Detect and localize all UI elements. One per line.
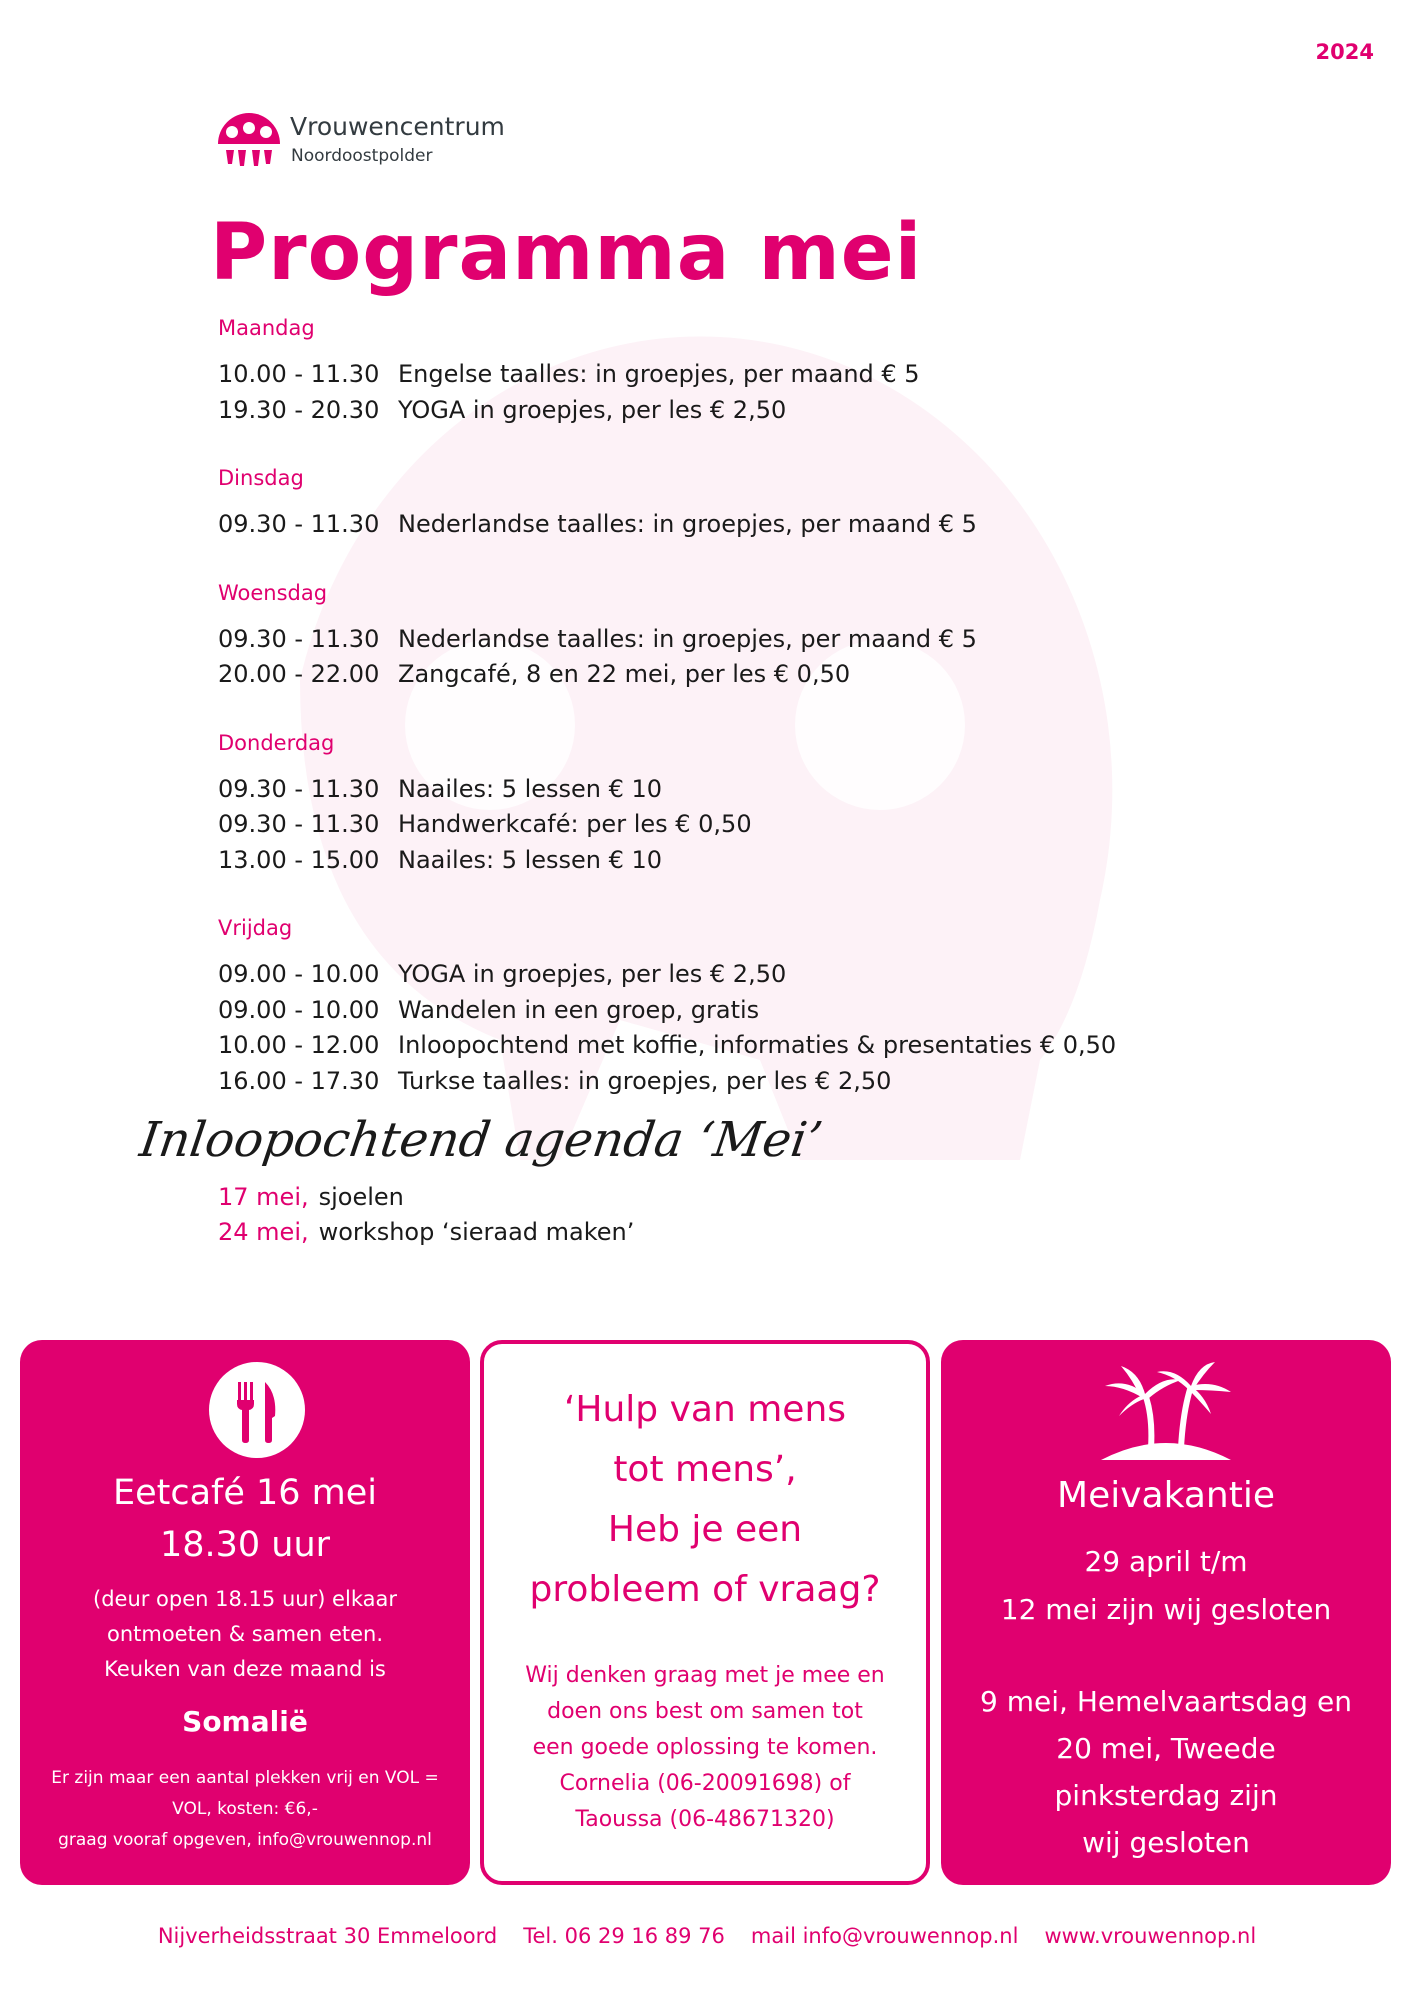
eetcafe-description-line: (deur open 18.15 uur) elkaar [93, 1587, 397, 1611]
hulp-contact-line: Taoussa (06-48671320) [575, 1807, 835, 1832]
hulp-description-line: een goede oplossing te komen. [532, 1735, 878, 1760]
hulp-title [484, 1380, 926, 1620]
logo-icon [216, 106, 282, 176]
schedule-row [218, 622, 1218, 658]
logo-subtitle: Noordoostpolder [291, 146, 433, 166]
year-label: 2024 [1315, 40, 1374, 64]
hulp-card [480, 1340, 930, 1885]
agenda-text: workshop ‘sieraad maken’ [318, 1218, 635, 1246]
day-donderdag [218, 731, 1218, 879]
day-name: Maandag [218, 316, 315, 340]
row-description: Naailes: 5 lessen € 10 [398, 774, 663, 803]
cutlery-icon [207, 1360, 307, 1460]
hulp-contact-line: Cornelia (06-20091698) of [559, 1771, 851, 1796]
row-description: Nederlandse taalles: in groepjes, per maand € 5 [398, 624, 977, 653]
day-woensdag [218, 581, 1218, 693]
eetcafe-note-line: Er zijn maar een aantal plekken vrij en VOL = [51, 1768, 439, 1788]
meivakantie-dates-line: 12 mei zijn wij gesloten [1000, 1593, 1332, 1626]
row-time: 09.00 - 10.00 [218, 960, 380, 988]
eetcafe-title [20, 1467, 470, 1571]
hulp-title-line: tot mens’, [613, 1449, 797, 1490]
meivakantie-card [941, 1340, 1391, 1885]
logo-name: Vrouwencentrum [290, 112, 505, 141]
row-description: Naailes: 5 lessen € 10 [398, 845, 663, 874]
agenda-list [218, 1180, 634, 1250]
schedule-row [218, 357, 1218, 393]
logo [216, 106, 516, 178]
hulp-description-line: Wij denken graag met je mee en [525, 1663, 885, 1688]
holidays-closed-line: pinksterdag zijn [1054, 1779, 1278, 1812]
schedule-row [218, 807, 1218, 843]
eetcafe-note-line: graag vooraf opgeven, info@vrouwennop.nl [58, 1830, 432, 1850]
day-name: Donderdag [218, 730, 335, 755]
row-time: 09.30 - 11.30 [218, 510, 380, 538]
page-title: Programma mei [210, 208, 923, 298]
agenda-date: 17 mei, [218, 1183, 309, 1211]
row-description: Wandelen in een groep, gratis [398, 995, 760, 1024]
footer-phone: Tel. 06 29 16 89 76 [523, 1924, 725, 1948]
meivakantie-title: Meivakantie [1057, 1475, 1275, 1516]
row-description: YOGA in groepjes, per les € 2,50 [398, 395, 787, 424]
eetcafe-note [20, 1763, 470, 1856]
agenda-text: sjoelen [318, 1183, 404, 1211]
row-time: 20.00 - 22.00 [218, 660, 380, 688]
row-time: 16.00 - 17.30 [218, 1066, 380, 1095]
holidays-closed-line: 20 mei, Tweede [1056, 1732, 1276, 1765]
eetcafe-country: Somalië [182, 1705, 308, 1738]
schedule-row [218, 1028, 1218, 1064]
hulp-title-line: probleem of vraag? [529, 1569, 881, 1610]
agenda-date: 24 mei, [218, 1218, 309, 1246]
hulp-title-line: ‘Hulp van mens [563, 1389, 847, 1430]
row-time: 09.00 - 10.00 [218, 995, 380, 1024]
footer-contact [0, 1924, 1414, 1948]
footer-mail: mail info@vrouwennop.nl [750, 1924, 1019, 1948]
schedule-row [218, 957, 1218, 993]
hulp-description [484, 1658, 926, 1838]
schedule-row [218, 843, 1218, 879]
schedule-row [218, 393, 1218, 429]
day-maandag [218, 316, 1218, 428]
row-description: Engelse taalles: in groepjes, per maand € 5 [398, 360, 920, 388]
agenda-title: Inloopochtend agenda ‘Mei’ [136, 1112, 826, 1168]
holidays-closed-line: 9 mei, Hemelvaartsdag en [980, 1685, 1352, 1718]
hulp-title-line: Heb je een [607, 1509, 803, 1550]
day-dinsdag [218, 466, 1218, 543]
holidays-closed [941, 1678, 1391, 1866]
row-description: YOGA in groepjes, per les € 2,50 [398, 960, 787, 988]
row-time: 19.30 - 20.30 [218, 395, 380, 424]
row-time: 09.30 - 11.30 [218, 774, 380, 803]
eetcafe-time: 18.30 uur [159, 1525, 331, 1565]
agenda-item [218, 1180, 634, 1215]
footer-website: www.vrouwennop.nl [1044, 1924, 1257, 1948]
row-time: 09.30 - 11.30 [218, 810, 380, 838]
day-name: Vrijdag [218, 916, 293, 940]
row-time: 10.00 - 11.30 [218, 360, 380, 388]
row-description: Nederlandse taalles: in groepjes, per maand € 5 [398, 510, 977, 538]
footer-address: Nijverheidsstraat 30 Emmeloord [157, 1924, 498, 1948]
day-name: Dinsdag [218, 466, 304, 490]
eetcafe-date: Eetcafé 16 mei [112, 1473, 378, 1513]
schedule-row [218, 772, 1218, 808]
holidays-closed-line: wij gesloten [1082, 1826, 1250, 1859]
hulp-description-line: doen ons best om samen tot [547, 1699, 863, 1724]
schedule-row [218, 507, 1218, 543]
eetcafe-card [20, 1340, 470, 1885]
schedule-row [218, 993, 1218, 1029]
eetcafe-note-line: VOL, kosten: €6,- [172, 1799, 318, 1819]
agenda-item [218, 1215, 634, 1250]
row-time: 09.30 - 11.30 [218, 624, 380, 653]
row-description: Zangcafé, 8 en 22 mei, per les € 0,50 [398, 660, 851, 688]
meivakantie-dates-line: 29 april t/m [1084, 1545, 1248, 1578]
row-description: Handwerkcafé: per les € 0,50 [398, 810, 752, 838]
schedule-row [218, 657, 1218, 693]
eetcafe-description [20, 1582, 470, 1687]
day-vrijdag [218, 916, 1218, 1099]
row-time: 13.00 - 15.00 [218, 845, 380, 874]
eetcafe-description-line: ontmoeten & samen eten. [106, 1622, 384, 1646]
row-description: Turkse taalles: in groepjes, per les € 2,50 [398, 1066, 892, 1095]
weekly-schedule [218, 316, 1218, 1137]
eetcafe-description-line: Keuken van deze maand is [104, 1657, 386, 1681]
day-name: Woensdag [218, 580, 328, 605]
palm-island-icon [1091, 1356, 1241, 1466]
meivakantie-dates [941, 1538, 1391, 1634]
row-time: 10.00 - 12.00 [218, 1031, 380, 1059]
row-description: Inloopochtend met koffie, informaties & presentaties € 0,50 [398, 1031, 1117, 1059]
